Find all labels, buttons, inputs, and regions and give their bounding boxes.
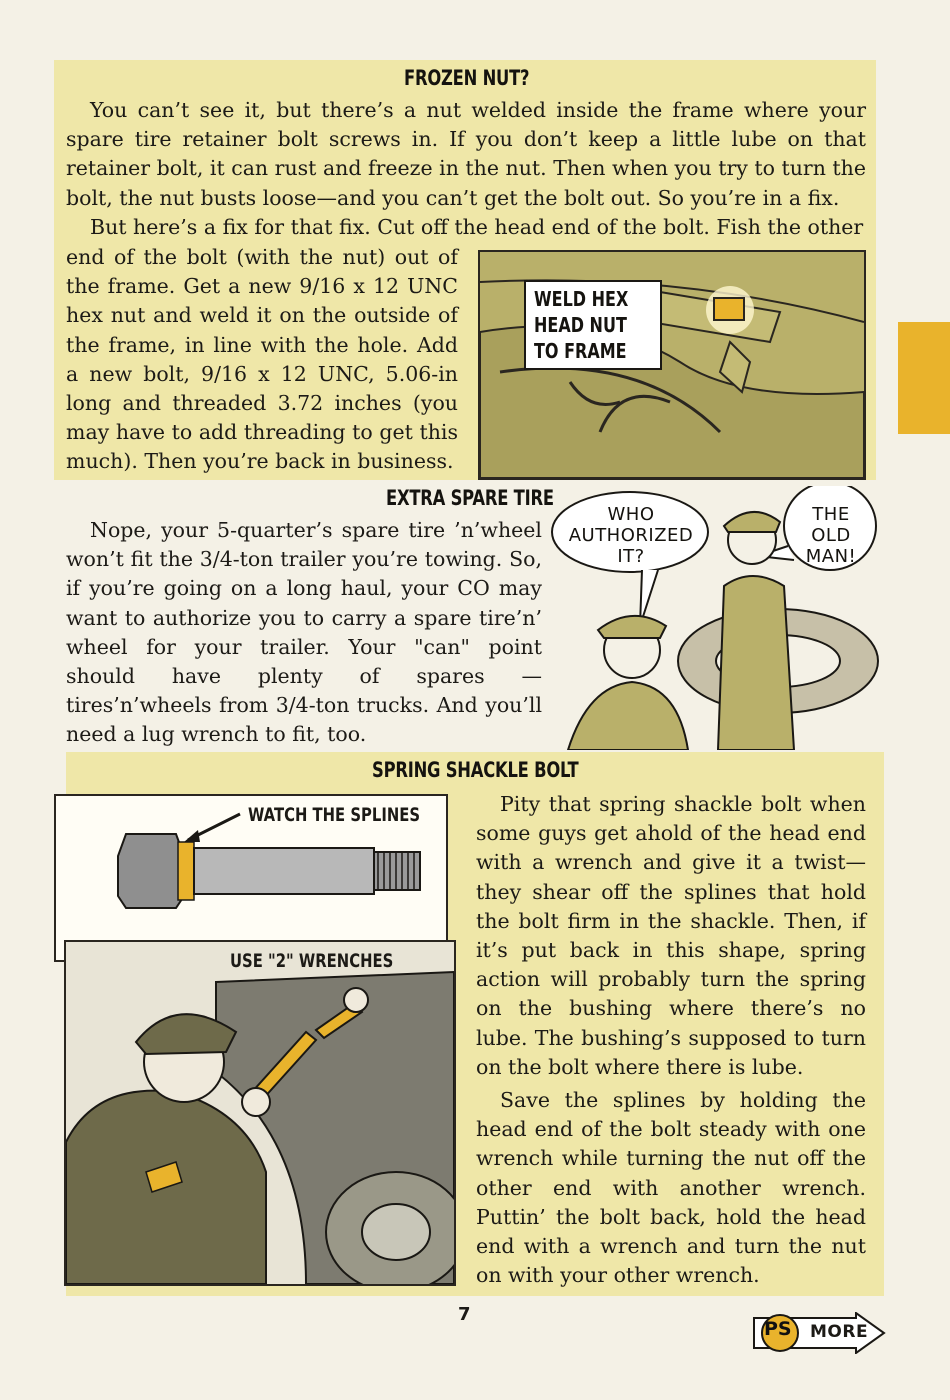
frozen-nut-paragraph-2-body: end of the bolt (with the nut) out of the frame. Get a new 9/16 x 12 UNC hex nut and weld it on the outside of the frame, in line with the hole. Add a new bolt, 9/16 x 12 UNC, 5.06-in long and threaded 3.72 inches (you may have to add threading to get this much). Then you’re back in business. [66, 245, 458, 474]
splines-bolt-illustration [54, 794, 448, 962]
bubble-right-line-1: THE [812, 504, 850, 525]
bubble-who-authorized [556, 504, 706, 567]
frozen-nut-paragraph-1: You can’t see it, but there’s a nut welded inside the frame where your spare tire retainer bolt screws in. If you don’t keep a little lube on that retainer bolt, it can rust and freeze in the nut. Then when you try to turn the bolt, the nut busts loose—and you can’t get the bolt out. So you’re in a fix. [66, 98, 866, 210]
bubble-left-line-1: WHO [607, 504, 655, 525]
spring-shackle-paragraph-1: Pity that spring shackle bolt when some guys get ahold of the head end with a wrench and give it a twist—they shear off the splines that hold the bolt firm in the shackle. Then, if it’s put back in this shape, spring action will probably turn the spring on the bushing where there’s no lube. The bushing’s supposed to turn on the bolt where there is lube. [476, 792, 866, 1079]
section-tab-marker [898, 322, 950, 434]
bubble-old-man [788, 504, 874, 567]
use-2-wrenches-label: USE "2" WRENCHES [230, 950, 394, 972]
two-wrenches-illustration [64, 940, 456, 1286]
ps-badge-label: PS [764, 1318, 792, 1340]
wrench-drawing [66, 942, 454, 1284]
watch-the-splines-label: WATCH THE SPLINES [248, 804, 421, 826]
weld-callout-box [524, 280, 662, 370]
weld-nut-illustration [478, 250, 866, 480]
weld-callout-line-1: WELD HEX [534, 287, 629, 311]
bubble-right-line-3: MAN! [805, 546, 857, 567]
tire-cartoon [548, 486, 888, 750]
extra-spare-tire-heading: EXTRA SPARE TIRE [386, 486, 554, 510]
extra-spare-tire-paragraph: Nope, your 5-quarter’s spare tire ’n’wheel won’t fit the 3/4-ton trailer you’re towing. So, if you’re going on a long haul, your CO may want to authorize you to carry a spare tire’n’ wheel for your trailer. Your "can" point should have plenty of spares — tires’n’wheels from 3/4-ton trucks. And you’ll need a lug wrench to fit, too. [66, 518, 542, 747]
bubble-right-line-2: OLD [811, 525, 851, 546]
weld-callout-line-2: HEAD NUT [534, 313, 627, 337]
more-label: MORE [810, 1322, 869, 1342]
frozen-nut-paragraph-2-lead: But here’s a fix for that fix. Cut off the head end of the bolt. Fish the other [90, 215, 864, 239]
weld-callout-line-3: TO FRAME [534, 339, 627, 363]
bubble-left-line-2: AUTHORIZED [568, 525, 694, 546]
frozen-nut-heading: FROZEN NUT? [404, 66, 530, 90]
bubble-left-line-3: IT? [617, 546, 645, 567]
spring-shackle-paragraph-2: Save the splines by holding the head end of the bolt steady with one wrench while turning the nut off the other end with another wrench. Puttin’ the bolt back, hold the head end with a wrench and turn the nut on with your other wrench. [476, 1088, 866, 1288]
page-number: 7 [458, 1304, 471, 1325]
spring-shackle-heading: SPRING SHACKLE BOLT [372, 758, 579, 782]
